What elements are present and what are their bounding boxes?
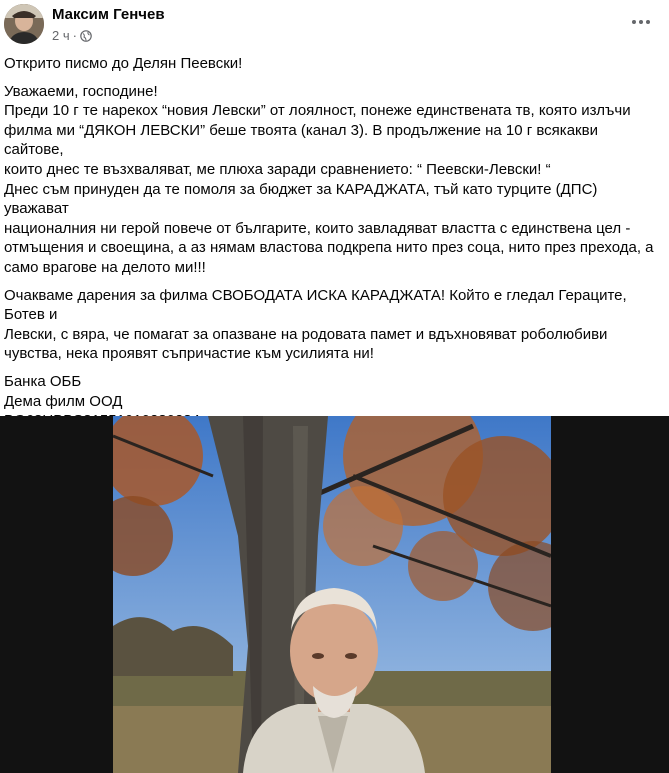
text-line: които днес те възхваляват, ме плюха заради сравнението: “ Пеевски-Левски! “ bbox=[4, 160, 551, 178]
post-media[interactable] bbox=[0, 416, 669, 773]
author-avatar[interactable] bbox=[4, 4, 44, 44]
text-line: само врагове на делото ми!!! bbox=[4, 258, 206, 276]
text-line: филма ми “ДЯКОН ЛЕВСКИ” беше твоята (канал 3). В продължение на 10 г всякакви сайтове, bbox=[4, 121, 598, 159]
company-name: Дема филм ООД bbox=[4, 392, 123, 410]
text-line: Очакваме дарения за филма СВОБОДАТА ИСКА КАРАДЖАТА! Който е гледал Гераците, Ботев и bbox=[4, 286, 627, 324]
text-line: Днес съм принуден да те помоля за бюджет за КАРАДЖАТА, тъй като турците (ДПС) уважават bbox=[4, 180, 598, 218]
bank-name: Банка ОББ bbox=[4, 372, 82, 390]
post-title bbox=[4, 54, 661, 74]
text-line: националния ни герой повече от българите, които завладяват властта с единствена цел - bbox=[4, 219, 631, 237]
more-horizontal-icon[interactable] bbox=[629, 14, 653, 30]
appeal-paragraph bbox=[4, 286, 661, 364]
text-line: Преди 10 г те нарекох “новия Левски” от лоялност, понеже единствената тв, която излъчи bbox=[4, 102, 631, 120]
author-name[interactable]: Максим Генчев bbox=[52, 6, 165, 23]
letter-paragraph bbox=[4, 82, 661, 278]
post-header bbox=[0, 0, 669, 52]
meta-separator: · bbox=[72, 28, 77, 43]
globe-icon[interactable] bbox=[80, 30, 92, 42]
text-line: чувства, нека проявят съпричастие към усилията ни! bbox=[4, 345, 374, 363]
text-line: Левски, с вяра, че помагат за опазване на родовата памет и вдъхновяват роболюбиви bbox=[4, 325, 608, 343]
post-time[interactable]: 2 ч bbox=[52, 28, 70, 43]
post-photo[interactable] bbox=[113, 416, 551, 773]
post-meta bbox=[52, 28, 92, 43]
text-line: Открито писмо до Делян Пеевски! bbox=[4, 55, 243, 72]
text-line: отмъщения и своещина, а аз нямам властова подкрепа нито през соца, нито през прехода, а bbox=[4, 239, 654, 257]
post-message bbox=[0, 54, 669, 458]
text-line: Уважаеми, господине! bbox=[4, 82, 158, 100]
